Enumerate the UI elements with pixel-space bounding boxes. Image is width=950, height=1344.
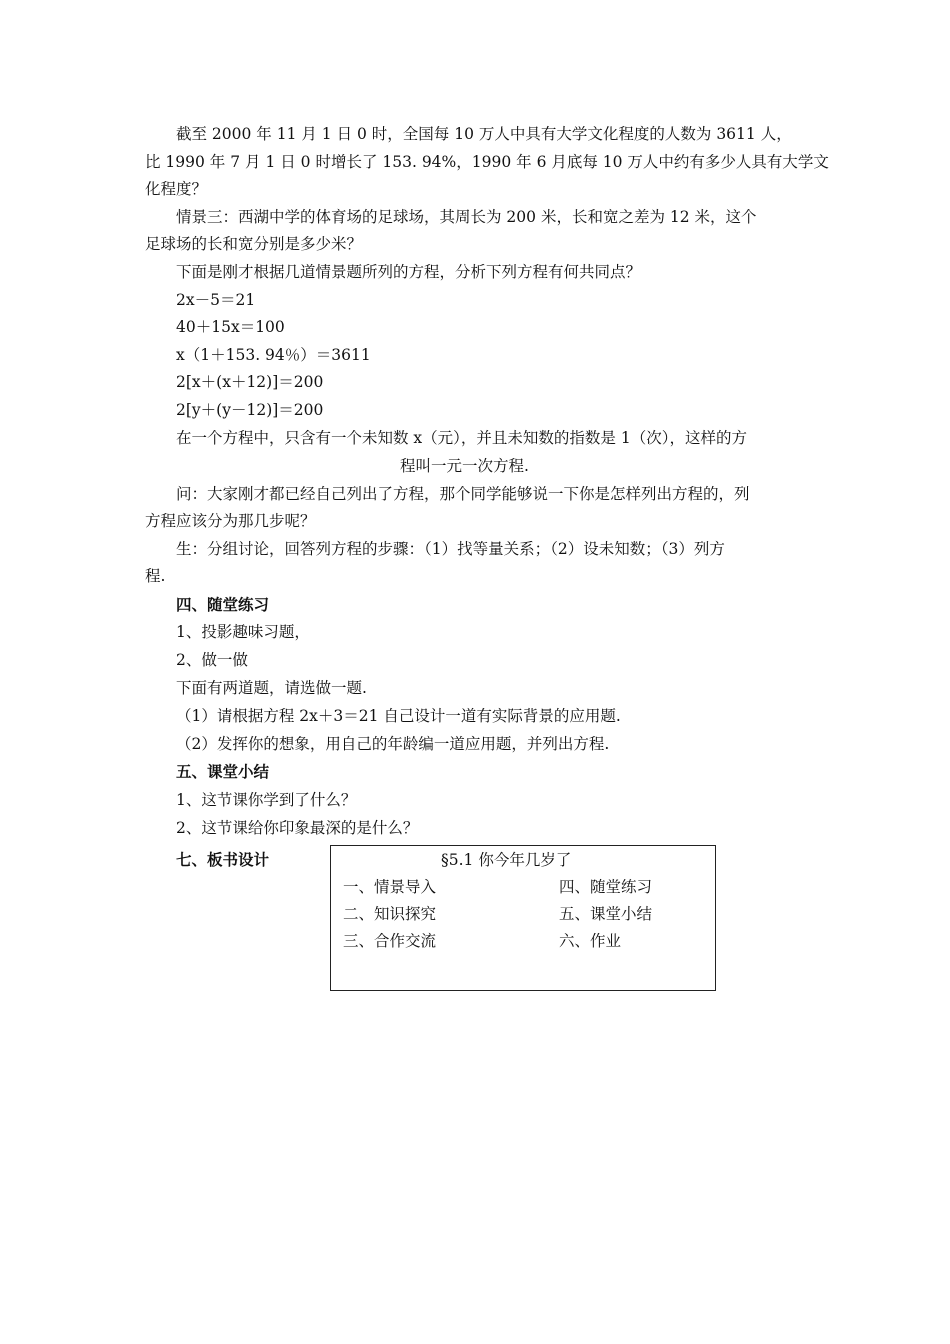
list-item: 2、这节课给你印象最深的是什么？ bbox=[176, 819, 419, 837]
board-title: §5.1 你今年几岁了 bbox=[441, 851, 572, 869]
list-item: 2、做一做 bbox=[176, 651, 248, 669]
section-heading: 七、板书设计 bbox=[176, 851, 270, 869]
board-item: 五、课堂小结 bbox=[559, 905, 653, 923]
definition-line: 程叫一元一次方程. bbox=[400, 457, 529, 475]
paragraph-line: 情景三：西湖中学的体育场的足球场，其周长为 200 米，长和宽之差为 12 米，这个 bbox=[176, 208, 757, 226]
board-item: 六、作业 bbox=[559, 932, 622, 950]
equation: 2x－5＝21 bbox=[176, 291, 256, 309]
board-item: 二、知识探究 bbox=[343, 905, 437, 923]
paragraph-line: 下面有两道题，请选做一题. bbox=[176, 679, 367, 697]
board-item: 四、随堂练习 bbox=[559, 878, 653, 896]
paragraph-line: 生：分组讨论，回答列方程的步骤：（1）找等量关系；（2）设未知数；（3）列方 bbox=[176, 540, 725, 558]
exercise-item: （1）请根据方程 2x＋3＝21 自己设计一道有实际背景的应用题. bbox=[176, 707, 621, 725]
paragraph-line: 问：大家刚才都已经自己列出了方程，那个同学能够说一下你是怎样列出方程的，列 bbox=[176, 485, 750, 503]
board-item: 三、合作交流 bbox=[343, 932, 437, 950]
paragraph-line: 比 1990 年 7 月 1 日 0 时增长了 153. 94%，1990 年 6 月底每 10 万人中约有多少人具有大学文 bbox=[145, 153, 829, 171]
list-item: 1、投影趣味习题， bbox=[176, 623, 310, 641]
paragraph-line: 足球场的长和宽分别是多少米？ bbox=[145, 235, 363, 253]
list-item: 1、这节课你学到了什么？ bbox=[176, 791, 357, 809]
section-heading: 四、随堂练习 bbox=[176, 596, 270, 614]
paragraph-line: 截至 2000 年 11 月 1 日 0 时，全国每 10 万人中具有大学文化程度的人数为 3611 人， bbox=[176, 125, 792, 143]
exercise-item: （2）发挥你的想象，用自己的年龄编一道应用题，并列出方程. bbox=[176, 735, 610, 753]
equation: 40＋15x＝100 bbox=[176, 318, 285, 336]
board-item: 一、情景导入 bbox=[343, 878, 437, 896]
equation: 2[x＋(x＋12)]＝200 bbox=[176, 373, 324, 391]
paragraph-line: 化程度？ bbox=[145, 180, 208, 198]
blackboard-design-box bbox=[330, 845, 716, 991]
paragraph-line: 下面是刚才根据几道情景题所列的方程，分析下列方程有何共同点？ bbox=[176, 263, 642, 281]
paragraph-line: 程. bbox=[145, 567, 166, 585]
paragraph-line: 方程应该分为那几步呢？ bbox=[145, 512, 316, 530]
definition-line: 在一个方程中，只含有一个未知数 x（元），并且未知数的指数是 1（次），这样的方 bbox=[176, 429, 747, 447]
equation: x（1＋153. 94％）＝3611 bbox=[176, 346, 371, 364]
equation: 2[y＋(y－12)]＝200 bbox=[176, 401, 324, 419]
section-heading: 五、课堂小结 bbox=[176, 763, 270, 781]
